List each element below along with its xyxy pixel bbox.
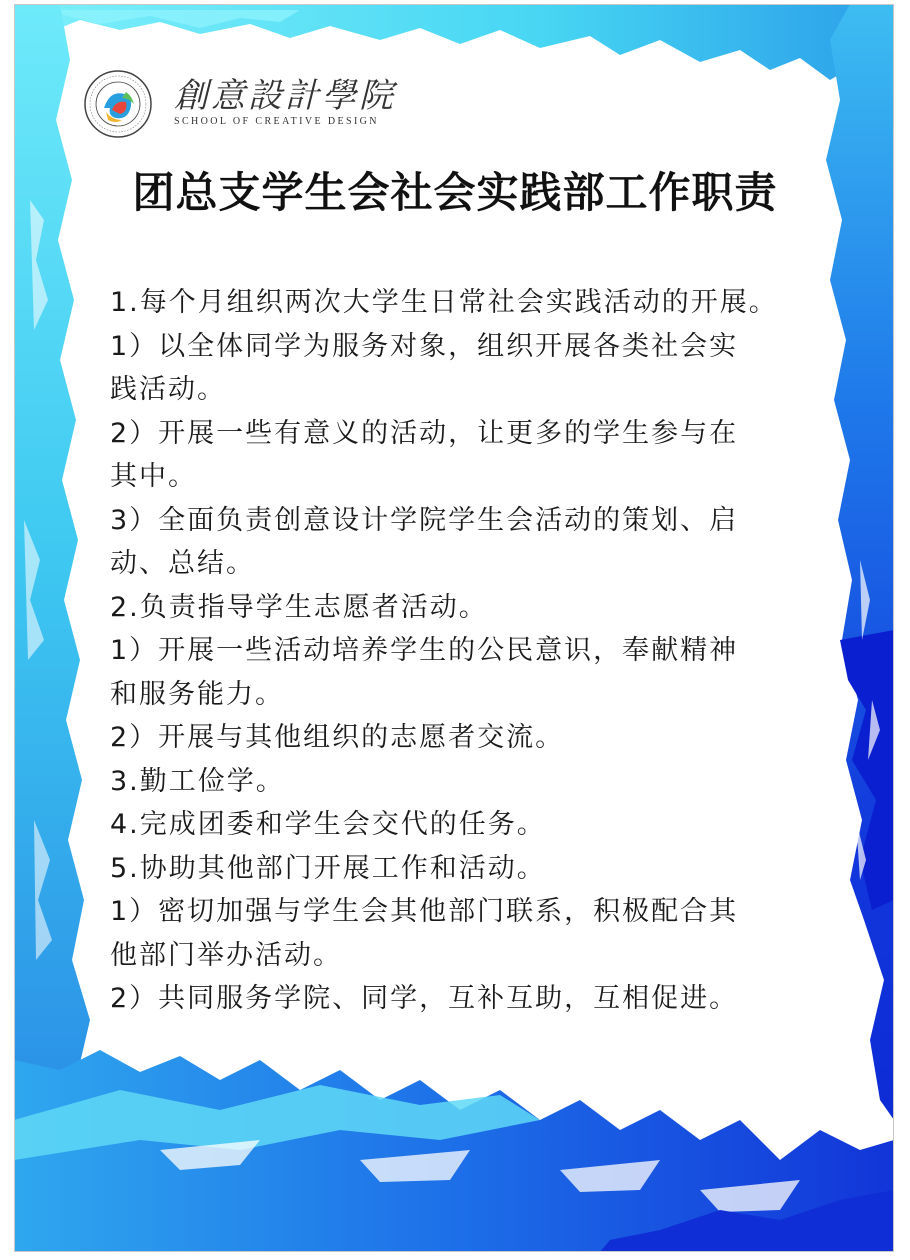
duty-line: 和服务能力。 xyxy=(110,678,284,710)
page-title: 团总支学生会社会实践部工作职责 xyxy=(132,168,778,217)
duty-line: 2）开展一些有意义的活动，让更多的学生参与在 xyxy=(110,417,739,449)
duties-text xyxy=(110,281,810,1021)
school-logo xyxy=(82,66,396,136)
duty-line: 践活动。 xyxy=(110,374,226,405)
duty-line: 他部门举办活动。 xyxy=(110,939,342,971)
duty-line: 1）密切加强与学生会其他部门联系，积极配合其 xyxy=(110,896,739,927)
duty-line: 3.勤工俭学。 xyxy=(110,765,285,797)
duty-line: 2.负责指导学生志愿者活动。 xyxy=(110,591,488,623)
duty-line: 1）开展一些活动培养学生的公民意识，奉献精神 xyxy=(110,635,739,666)
school-name-en: SCHOOL OF CREATIVE DESIGN xyxy=(174,116,379,127)
duty-line: 3）全面负责创意设计学院学生会活动的策划、启 xyxy=(110,504,739,536)
school-emblem-icon xyxy=(82,68,154,140)
duty-line: 其中。 xyxy=(110,461,197,492)
duty-line: 1.每个月组织两次大学生日常社会实践活动的开展。 xyxy=(110,287,778,318)
duty-line: 5.协助其他部门开展工作和活动。 xyxy=(110,852,546,884)
duty-line: 动、总结。 xyxy=(110,548,255,579)
duty-line: 1）以全体同学为服务对象，组织开展各类社会实 xyxy=(110,330,739,362)
school-name-cn: 創意設計學院 xyxy=(174,76,396,116)
duty-line: 2）共同服务学院、同学，互补互助，互相促进。 xyxy=(110,983,739,1014)
duty-line: 2）开展与其他组织的志愿者交流。 xyxy=(110,722,565,753)
duty-line: 4.完成团委和学生会交代的任务。 xyxy=(110,809,546,840)
